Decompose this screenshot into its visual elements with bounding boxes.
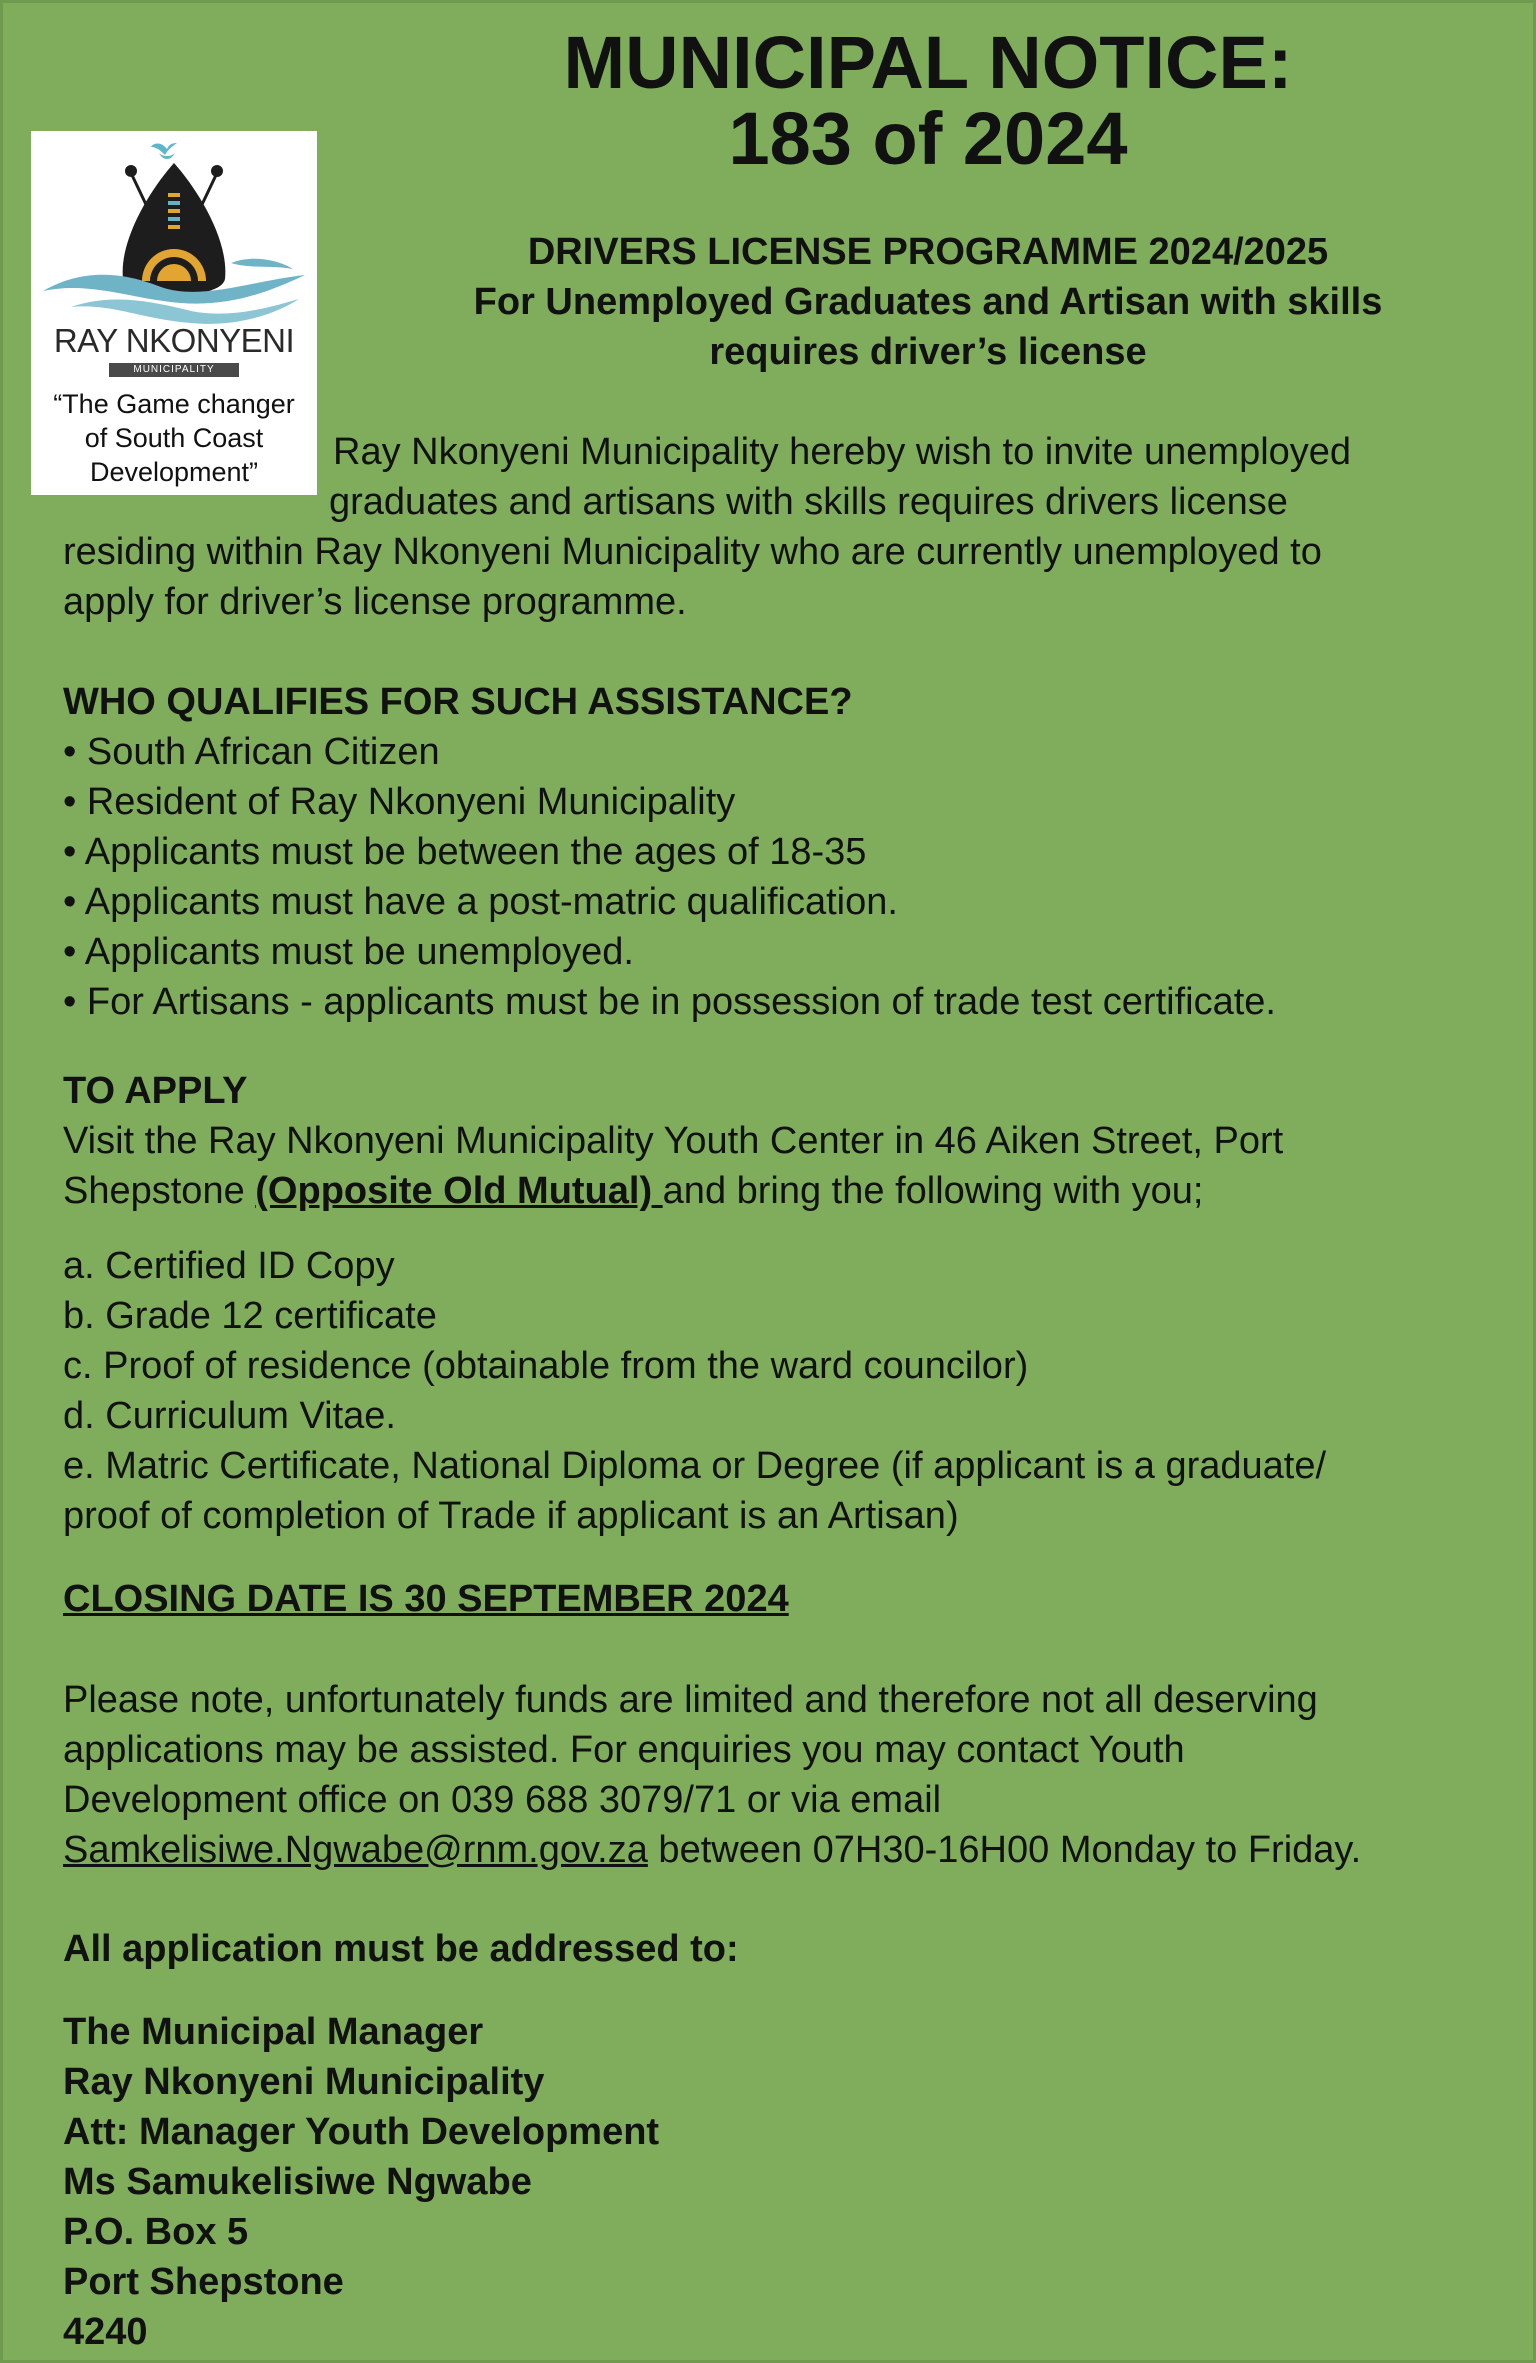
note-line1: Please note, unfortunately funds are limited and therefore not all deserving — [63, 1679, 1318, 1721]
apply-line2 — [63, 1166, 1503, 1216]
programme-title-line1: DRIVERS LICENSE PROGRAMME 2024/2025 — [527, 231, 1329, 273]
apply-line1: Visit the Ray Nkonyeni Municipality Youth Center in 46 Aiken Street, Port — [63, 1120, 1284, 1162]
list-item: • Resident of Ray Nkonyeni Municipality — [63, 781, 736, 823]
address-line: Ms Samukelisiwe Ngwabe — [63, 2161, 532, 2203]
apply-heading: TO APPLY — [63, 1070, 248, 1112]
qualifies-list — [63, 727, 1503, 1027]
logo-name: RAY NKONYENI — [53, 322, 295, 359]
list-item: d. Curriculum Vitae. — [63, 1395, 396, 1437]
list-item: • South African Citizen — [63, 731, 440, 773]
apply-line2-post: and bring the following with you; — [662, 1170, 1204, 1212]
address-line: The Municipal Manager — [63, 2011, 484, 2053]
intro-line4: apply for driver’s license programme. — [63, 581, 687, 623]
address-block — [63, 2007, 1503, 2357]
closing-date-text: CLOSING DATE IS 30 SEPTEMBER 2024 — [63, 1578, 789, 1620]
intro-paragraph — [63, 427, 1483, 627]
intro-line1: Ray Nkonyeni Municipality hereby wish to invite unemployed — [333, 431, 1352, 473]
note-line4 — [63, 1825, 1503, 1875]
list-item: e. Matric Certificate, National Diploma or Degree (if applicant is a graduate/ — [63, 1445, 1327, 1487]
note-line4-post: between 07H30-16H00 Monday to Friday. — [647, 1829, 1362, 1871]
programme-title-line3: requires driver’s license — [709, 331, 1147, 373]
note-section — [63, 1675, 1503, 1875]
programme-title — [383, 227, 1473, 377]
list-item: • Applicants must be between the ages of 18-35 — [63, 831, 867, 873]
notice-title — [303, 21, 1536, 180]
apply-line2-pre: Shepstone — [63, 1170, 256, 1212]
list-item: c. Proof of residence (obtainable from the ward councilor) — [63, 1345, 1029, 1387]
qualifies-section — [63, 677, 1503, 1027]
notice-title-line1: MUNICIPAL NOTICE: — [563, 21, 1293, 104]
apply-section — [63, 1066, 1503, 1216]
notice-title-line2: 183 of 2024 — [728, 97, 1128, 180]
address-line: Port Shepstone — [63, 2261, 344, 2303]
tagline-line3: Development” — [89, 457, 259, 487]
list-item: • Applicants must have a post-matric qualification. — [63, 881, 898, 923]
qualifies-heading: WHO QUALIFIES FOR SUCH ASSISTANCE? — [63, 681, 853, 723]
address-line: Att: Manager Youth Development — [63, 2111, 660, 2153]
requirements-list — [63, 1241, 1503, 1541]
programme-title-line2: For Unemployed Graduates and Artisan with skills — [473, 281, 1383, 323]
shield-emblem-icon — [31, 131, 317, 331]
address-heading-block — [63, 1924, 1503, 1974]
address-line: P.O. Box 5 — [63, 2211, 249, 2253]
tagline-line1: “The Game changer — [53, 389, 295, 419]
tagline-line2: of South Coast — [84, 423, 264, 453]
intro-line2: graduates and artisans with skills requires drivers license — [329, 481, 1288, 523]
list-item: • For Artisans - applicants must be in possession of trade test certificate. — [63, 981, 1276, 1023]
closing-date — [63, 1574, 1503, 1624]
email-link[interactable]: Samkelisiwe.Ngwabe@rnm.gov.za — [63, 1829, 648, 1871]
list-item: a. Certified ID Copy — [63, 1245, 395, 1287]
logo-subtitle: MUNICIPALITY — [109, 363, 239, 377]
address-heading: All application must be addressed to: — [63, 1928, 739, 1970]
note-line2: applications may be assisted. For enquiries you may contact Youth — [63, 1729, 1185, 1771]
intro-line3: residing within Ray Nkonyeni Municipality who are currently unemployed to — [63, 531, 1322, 573]
address-line: 4240 — [63, 2311, 148, 2353]
list-item: • Applicants must be unemployed. — [63, 931, 634, 973]
list-item: proof of completion of Trade if applicant is an Artisan) — [63, 1495, 959, 1537]
requirements-section — [63, 1241, 1503, 1541]
opposite-old-mutual-text: (Opposite Old Mutual) — [255, 1170, 663, 1212]
note-line3: Development office on 039 688 3079/71 or via email — [63, 1779, 942, 1821]
list-item: b. Grade 12 certificate — [63, 1295, 437, 1337]
address-line: Ray Nkonyeni Municipality — [63, 2061, 545, 2103]
